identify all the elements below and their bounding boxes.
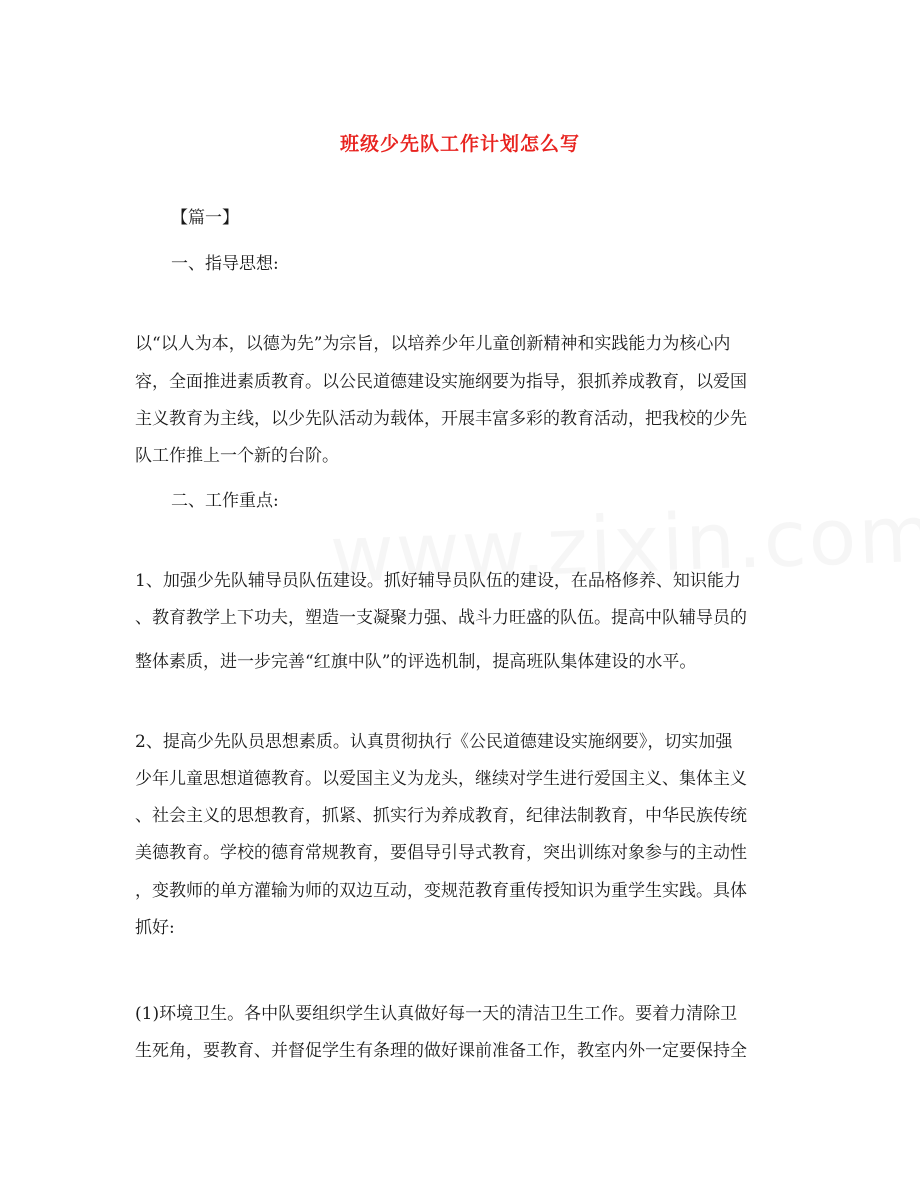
paragraph-line: 少年儿童思想道德教育。以爱国主义为龙头，继续对学生进行爱国主义、集体主义 bbox=[135, 769, 747, 789]
heading-guiding-ideology: 一、指导思想: bbox=[171, 254, 279, 274]
paragraph-line: 、社会主义的思想教育，抓紧、抓实行为养成教育，纪律法制教育，中华民族传统 bbox=[135, 806, 747, 826]
paragraph-line: 容，全面推进素质教育。以公民道德建设实施纲要为指导，狠抓养成教育，以爱国 bbox=[135, 372, 747, 392]
section-heading-part-one: 【篇一】 bbox=[171, 208, 239, 228]
paragraph-line: 抓好: bbox=[135, 918, 175, 938]
paragraph-line: (1)环境卫生。各中队要组织学生认真做好每一天的清洁卫生工作。要着力清除卫 bbox=[135, 1004, 738, 1024]
paragraph-line: 美德教育。学校的德育常规教育，要倡导引导式教育，突出训练对象参与的主动性 bbox=[135, 843, 747, 863]
paragraph-line: 队工作推上一个新的台阶。 bbox=[135, 446, 339, 466]
paragraph-line: 生死角，要教育、并督促学生有条理的做好课前准备工作，教室内外一定要保持全 bbox=[135, 1041, 747, 1061]
paragraph-line: ，变教师的单方灌输为师的双边互动，变规范教育重传授知识为重学生实践。具体 bbox=[135, 881, 747, 901]
paragraph-line: 整体素质，进一步完善“红旗中队”的评选机制，提高班队集体建设的水平。 bbox=[135, 652, 697, 672]
paragraph-line: 、教育教学上下功夫，塑造一支凝聚力强、战斗力旺盛的队伍。提高中队辅导员的 bbox=[135, 608, 747, 628]
heading-work-focus: 二、工作重点: bbox=[171, 491, 279, 511]
paragraph-line: 以“以人为本，以德为先”为宗旨，以培养少年儿童创新精神和实践能力为核心内 bbox=[135, 334, 731, 354]
paragraph-line: 1、加强少先队辅导员队伍建设。抓好辅导员队伍的建设，在品格修养、知识能力 bbox=[135, 571, 741, 591]
paragraph-line: 主义教育为主线，以少先队活动为载体，开展丰富多彩的教育活动，把我校的少先 bbox=[135, 409, 747, 429]
document-title: 班级少先队工作计划怎么写 bbox=[339, 133, 580, 155]
paragraph-line: 2、提高少先队员思想素质。认真贯彻执行《公民道德建设实施纲要》，切实加强 bbox=[135, 732, 733, 752]
